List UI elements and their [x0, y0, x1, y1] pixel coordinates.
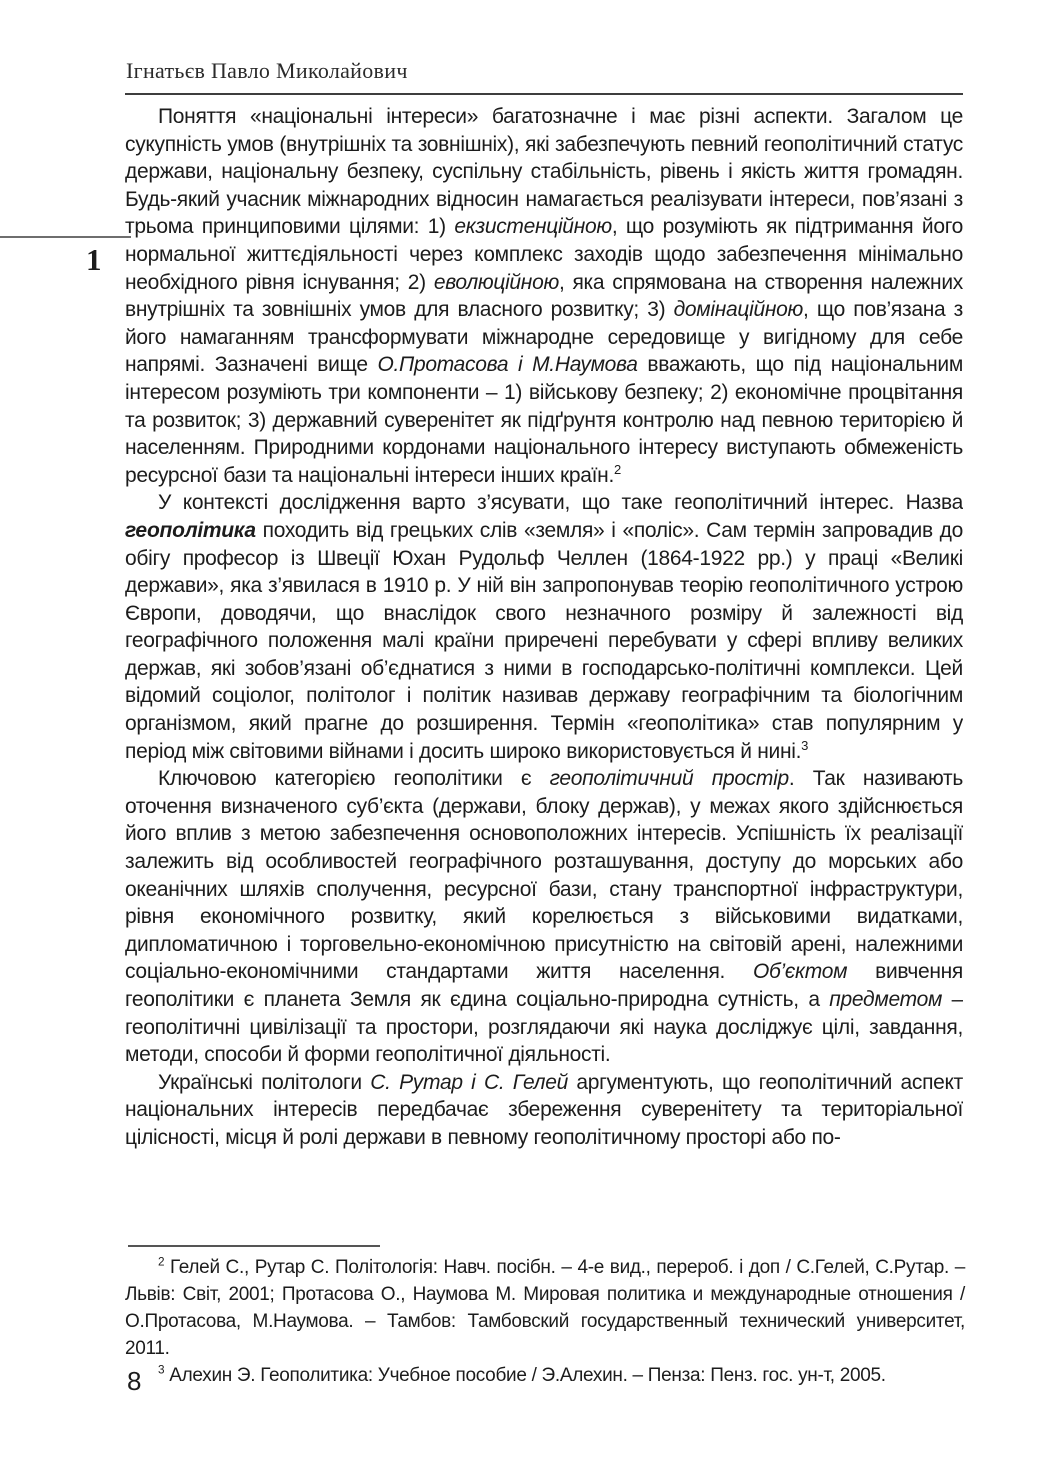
- text-segment: екзистенційною: [454, 215, 612, 239]
- text-segment: . Так називають оточення визначеного суб’єкта (держави, блоку держав), у межах якого здійснюється його вплив з метою забезпечення основоположних інтересів. Успішність їх реалізації залежить від особливостей географічного розташування, доступу до морських або океанічних шляхів сполучення, ресурсної бази, стану транспортної інфраструктури, рівня економічного розвитку, який корелюється з військовими видатками, дипломатичною і торговельно-економічною присутністю на світовій арені, належними соціально-економічними стандартами життя населення.: [125, 767, 963, 984]
- chapter-margin-rule: [0, 236, 131, 238]
- footnote-separator: [128, 1245, 380, 1247]
- page-number: 8: [127, 1366, 142, 1396]
- text-segment: Гелей С., Рутар С. Політологія: Навч. посібн. – 4-е вид., перероб. і доп / С.Гелей, С.Рутар. – Львів: Світ, 2001; Протасова О., Наумова М. Мировая политика и международные отношения / О.Протасова, М.Наумова. – Тамбов: Тамбовский государственный технический университет, 2011.: [125, 1257, 965, 1359]
- text-segment: аргументують, що геополітичний аспект національних інтересів передбачає збереження суверенітету та територіальної цілісності, місця й ролі держави в певному геополітичному просторі або по-: [125, 1070, 963, 1149]
- text-segment: Алехин Э. Геополитика: Учебное пособие / Э.Алехин. – Пенза: Пенз. гос. ун-т, 2005.: [164, 1365, 886, 1386]
- footnotes: [125, 1254, 965, 1389]
- text-segment: У контексті дослідження варто з’ясувати, що таке геополітичний інтерес. Назва: [158, 491, 963, 515]
- text-segment: предметом: [829, 988, 943, 1011]
- text-segment: , що пов’язана з його намаганням трансформувати міжнародне середовище у вигідному для себе напрямі. Зазначені вище: [125, 298, 963, 377]
- text-segment: вивчення геополітики є планета Земля як єдина соціально-природна сутність, а: [125, 960, 963, 1011]
- footnote-reference: 3: [158, 1363, 165, 1377]
- text-segment: О.Протасова і М.Наумова: [377, 353, 638, 377]
- text-segment: Поняття «національні інтереси» багатозначне і має різні аспекти. Загалом це сукупність умов (внутрішніх та зовнішніх), які забезпечують певний геополітичний статус держави, національну безпеку, суспільну стабільність, рівень і якість життя громадян. Будь-який учасник міжнародних відносин намагається реалізувати інтереси, пов’язані з трьома принциповими цілями: 1): [125, 105, 963, 239]
- text-segment: Об’єктом: [752, 960, 848, 984]
- chapter-number: 1: [86, 242, 102, 277]
- header-rule: [125, 93, 963, 95]
- body-paragraph: [125, 103, 963, 489]
- text-segment: вважають, що під національним інтересом розуміють три компоненти – 1) військову безпеку; 2) економічне процвітання та розвиток; 3) державний суверенітет як підґрунтя контролю над певною територією й населенням. Природними кордонами національного інтересу виступають обмеженість ресурсної бази та національні інтереси інших країн.: [125, 353, 963, 487]
- text-segment: домінаційною: [673, 298, 803, 322]
- text-segment: , яка спрямована на створення належних внутрішніх та зовнішніх умов для власного розвитку; 3): [125, 270, 963, 322]
- body-paragraph: [125, 1069, 963, 1152]
- body-paragraph: [125, 489, 963, 765]
- footnote-reference: 2: [158, 1255, 165, 1269]
- footnote: [125, 1362, 965, 1389]
- running-header-author: Ігнатьєв Павло Миколайович: [126, 58, 408, 83]
- body-paragraph: [125, 765, 963, 1069]
- body-text: [125, 103, 963, 1243]
- text-segment: еволюційною: [433, 270, 559, 294]
- footnote: [125, 1254, 965, 1362]
- text-segment: походить від грецьких слів «земля» і «поліс». Сам термін запровадив до обігу професор із Швеції Юхан Рудольф Челлен (1864-1922 рр.) у праці «Великі держави», яка з’явилася в 1910 р. У ній він запропонував теорію геополітичного устрою Європи, доводячи, що внаслідок свого незначного розміру й залежності від географічного положення малі країни приречені перебувати у сфері впливу великих держав, які зобов’язані об’єднатися з ними в господарсько-політичні комплекси. Цей відомий соціолог, політолог і політик називав державу географічним та біологічним організмом, який прагне до розширення. Термін «геополітика» став популярним у період між світовими війнами і досить широко використовується й нині.: [125, 518, 963, 763]
- text-segment: Українські політологи: [158, 1070, 371, 1094]
- footnote-reference: 2: [613, 461, 621, 477]
- text-segment: геополітика: [125, 518, 256, 542]
- text-segment: Ключовою категорією геополітики є: [158, 767, 550, 791]
- text-segment: – геополітичні цивілізації та простори, розглядаючи які наука досліджує цілі, завдання, методи, способи й форми геополітичної діяльності.: [125, 988, 963, 1067]
- text-segment: , що розуміють як підтримання його нормальної життєдіяльності через комплекс заходів щодо забезпечення мінімально необхідного рівня існування; 2): [125, 215, 963, 294]
- footnote-reference: 3: [801, 737, 809, 753]
- text-segment: геополітичний простір: [549, 767, 789, 791]
- text-segment: С. Рутар і С. Гелей: [370, 1070, 568, 1094]
